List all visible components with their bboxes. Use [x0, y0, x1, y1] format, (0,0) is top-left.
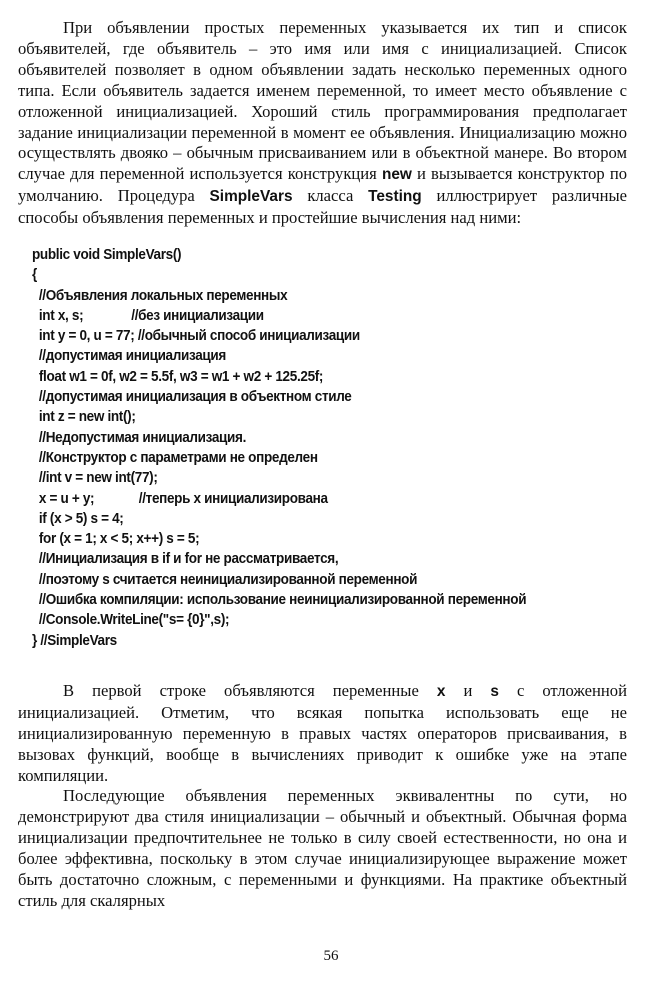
- code-line: //Конструктор с параметрами не определен: [32, 449, 318, 466]
- intro-text-2: и вызывается конструктор по умолчанию. Процедура: [18, 164, 627, 206]
- code-line: //Объявления локальных переменных: [32, 287, 288, 304]
- keyword-new: new: [381, 166, 412, 184]
- code-line: } //SimpleVars: [32, 632, 117, 649]
- code-line: int y = 0, u = 77; //обычный способ инициализации: [32, 328, 360, 345]
- explanation-text-3: с отложенной инициализацией. Отметим, что всякая попытка использовать еще не инициализированную переменную в правых частях операторов присваивания, в вызовах функций, вообще в вычислениях приводит к ошибке уже на этапе компиляции.: [18, 681, 627, 785]
- code-line: //допустимая инициализация в объектном стиле: [32, 389, 352, 406]
- code-line: //Ошибка компиляции: использование неинициализированной переменной: [32, 592, 527, 609]
- code-line: x = u + y; //теперь x инициализирована: [32, 490, 328, 507]
- explanation-text-2: и: [445, 681, 491, 700]
- code-line: //допустимая инициализация: [32, 348, 226, 365]
- intro-text-4: иллюстрирует различные способы объявления переменных и простейшие вычисления над ними:: [18, 186, 627, 228]
- code-line: //int v = new int(77);: [32, 470, 158, 487]
- code-line: for (x = 1; x < 5; x++) s = 5;: [32, 531, 200, 548]
- code-line: //Console.WriteLine("s= {0}",s);: [32, 612, 230, 629]
- code-listing: [32, 245, 596, 651]
- explanation-paragraph-2: Последующие объявления переменных эквивалентны по сути, но демонстрируют два стиля инициализации – обычный и объектный. Обычная форма инициализации предпочтительнее не только в силу своей естественности, но она и более эффективна, поскольку в этом случае инициализирующее выражение может быть достаточно сложным, с переменными и функциями. На практике объектный стиль для скалярных: [18, 786, 627, 910]
- code-line: int z = new int();: [32, 409, 136, 426]
- code-line: public void SimpleVars(): [32, 247, 182, 263]
- explanation-paragraph-1: [18, 681, 627, 787]
- code-line: //поэтому s считается неинициализированной переменной: [32, 571, 418, 588]
- intro-paragraph: [18, 18, 627, 229]
- page-number: 56: [323, 948, 339, 964]
- intro-text-3: класса: [292, 186, 369, 206]
- explanation-text-1: В первой строке объявляются переменные: [63, 681, 437, 700]
- keyword-x: x: [436, 683, 446, 700]
- keyword-testing: Testing: [368, 188, 422, 206]
- code-line: //Недопустимая инициализация.: [32, 429, 247, 446]
- keyword-simplevars: SimpleVars: [209, 188, 293, 206]
- intro-text-1: При объявлении простых переменных указывается их тип и список объявителей, где объявитель – это имя или имя с инициализацией. Список объявителей позволяет в одном объявлении задать несколько переменных одного типа. Если объявитель задается именем переменной, то имеет место объявление с отложенной инициализацией. Хороший стиль программирования предполагает задание инициализации переменной в момент ее объявления. Инициализацию можно осуществлять двояко – обычным присваиванием или в объектной манере. Во втором случае для переменной используется конструкция: [18, 18, 627, 184]
- code-line: {: [32, 267, 37, 284]
- code-line: int x, s; //без инициализации: [32, 307, 264, 324]
- keyword-s: s: [490, 683, 499, 700]
- code-line: //Инициализация в if и for не рассматривается,: [32, 551, 339, 568]
- code-line: float w1 = 0f, w2 = 5.5f, w3 = w1 + w2 + 125.25f;: [32, 368, 324, 385]
- code-line: if (x > 5) s = 4;: [32, 510, 124, 527]
